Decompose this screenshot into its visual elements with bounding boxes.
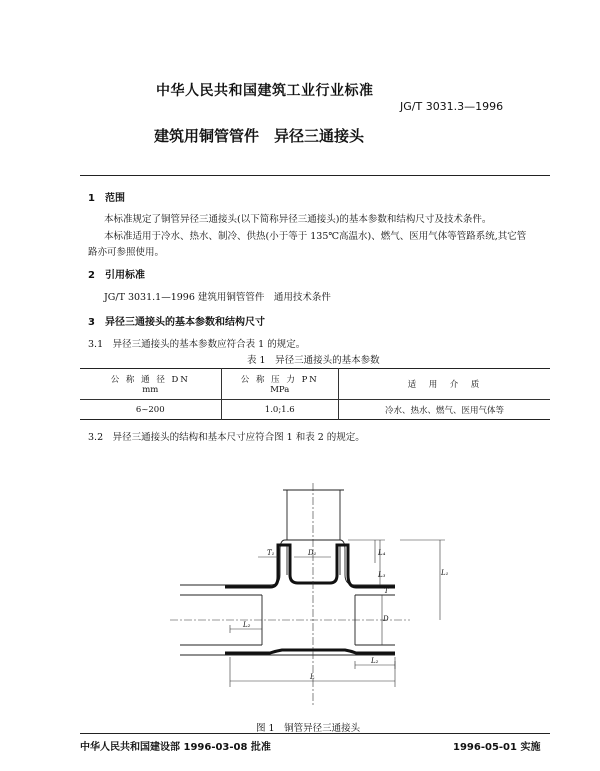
table-1 xyxy=(80,368,550,420)
footer-rule xyxy=(80,733,550,734)
header-rule xyxy=(80,175,550,176)
section-1-paragraph-1: 本标准规定了铜管异径三通接头(以下简称异径三通接头)的基本参数和结构尺寸及技术条件。 xyxy=(104,214,492,225)
standard-code: JG/T 3031.3—1996 xyxy=(400,100,504,113)
label-l: L xyxy=(310,673,315,681)
cell-pressure: 1.0;1.6 xyxy=(221,400,339,420)
figure-1-caption: 图 1 铜管异径三通接头 xyxy=(256,723,361,734)
table-row xyxy=(80,400,550,420)
header-nominal-pressure: 公 称 压 力 PN MPa xyxy=(221,369,339,400)
section-3-heading: 3 异径三通接头的基本参数和结构尺寸 xyxy=(88,317,265,328)
table-header-row xyxy=(80,369,550,400)
cell-media: 冷水、热水、燃气、医用气体等 xyxy=(339,400,551,420)
clause-3-2: 3.2 异径三通接头的结构和基本尺寸应符合图 1 和表 2 的规定。 xyxy=(88,432,365,443)
branch-pipe-outline xyxy=(283,490,344,540)
label-l4: L₄ xyxy=(378,549,386,557)
header-nominal-diameter: 公 称 通 径 DN mm xyxy=(80,369,221,400)
header-applicable-media: 适 用 介 质 xyxy=(339,369,551,400)
label-l1: L₁ xyxy=(441,569,449,577)
table-1-caption: 表 1 异径三通接头的基本参数 xyxy=(247,355,380,366)
section-1-heading: 1 范围 xyxy=(88,193,125,204)
section-2-reference: JG/T 3031.1—1996 建筑用铜管管件 通用技术条件 xyxy=(104,292,331,303)
section-1-paragraph-2-cont: 路亦可参照使用。 xyxy=(88,247,165,258)
clause-3-1: 3.1 异径三通接头的基本参数应符合表 1 的规定。 xyxy=(88,339,306,350)
section-2-heading: 2 引用标准 xyxy=(88,270,145,281)
label-l2-right: L₂ xyxy=(371,657,379,665)
reducing-tee-drawing xyxy=(170,475,460,710)
label-d1: D₁ xyxy=(308,549,317,557)
tee-wall-bottom xyxy=(225,650,395,653)
label-d: D xyxy=(383,615,389,623)
issuing-organization: 中华人民共和国建筑工业行业标准 xyxy=(156,83,374,99)
document-title: 建筑用铜管管件 异径三通接头 xyxy=(154,127,365,145)
tee-outer-outline-top xyxy=(180,540,395,585)
approval-statement: 中华人民共和国建设部 1996-03-08 批准 xyxy=(80,742,271,753)
label-l2-left: L₂ xyxy=(243,621,251,629)
label-l3: L₃ xyxy=(378,571,386,579)
effective-date: 1996-05-01 实施 xyxy=(453,742,541,753)
label-t: T xyxy=(384,587,389,595)
label-t1: T₁ xyxy=(267,549,275,557)
cell-diameter: 6~200 xyxy=(80,400,221,420)
l1-dimension xyxy=(400,540,445,620)
section-1-paragraph-2: 本标准适用于冷水、热水、制冷、供热(小于等于 135℃高温水)、燃气、医用气体等管路系统,其它管 xyxy=(104,231,527,242)
